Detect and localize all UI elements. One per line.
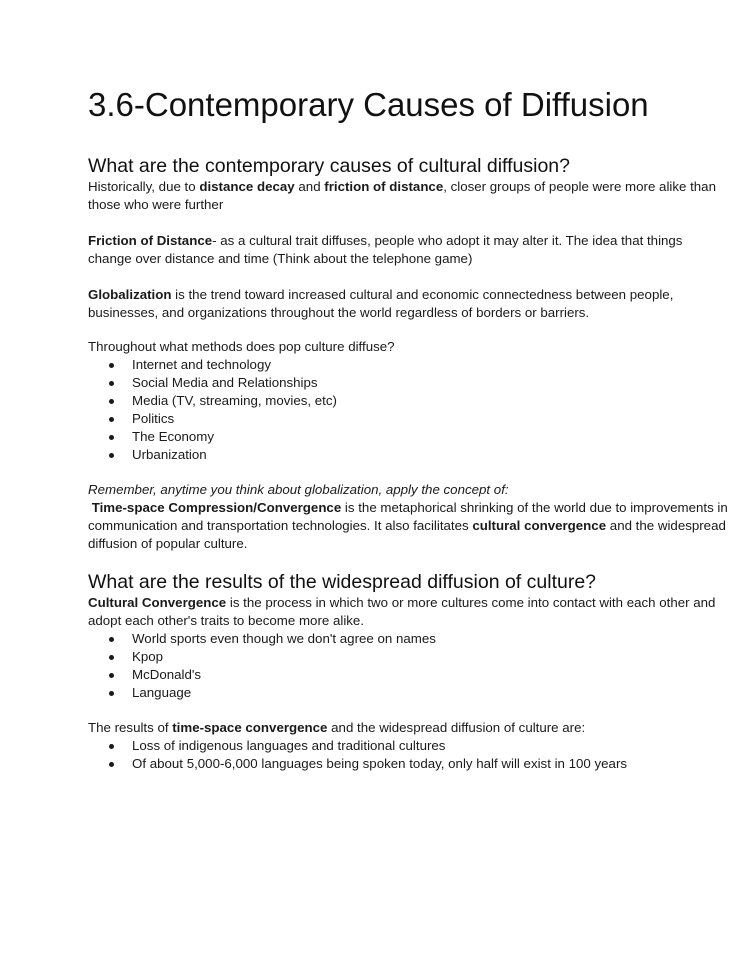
paragraph-globalization (88, 286, 728, 322)
list-item: Of about 5,000-6,000 languages being spoken today, only half will exist in 100 years (88, 755, 627, 773)
list-item: McDonald's (88, 666, 436, 684)
text-run: , closer groups of people were more alike than those who were further (88, 179, 716, 212)
text-run: is the process in which two or more cultures come into contact with each other and adopt each other's traits to become more alike. (88, 595, 716, 628)
term-time-space-compression: Time-space Compression/Convergence (91, 500, 342, 515)
list-item: Kpop (88, 648, 436, 666)
text-run: Historically, due to (88, 179, 200, 194)
document-title: 3.6-Contemporary Causes of Diffusion (88, 86, 649, 123)
paragraph-historically (88, 178, 728, 214)
list-item: Internet and technology (88, 356, 337, 374)
examples-list (88, 630, 436, 702)
list-item: Language (88, 684, 436, 702)
section-heading-causes: What are the contemporary causes of cultural diffusion? (88, 155, 570, 177)
methods-intro: Throughout what methods does pop culture diffuse? (88, 339, 395, 354)
list-item: Loss of indigenous languages and traditional cultures (88, 737, 627, 755)
results-list (88, 737, 627, 773)
term-globalization: Globalization (88, 287, 172, 302)
text-run: - as a cultural trait diffuses, people who adopt it may alter it. The idea that things change over distance and time (Think about the telephone game) (88, 233, 683, 266)
term-friction-of-distance: friction of distance (324, 179, 444, 194)
paragraph-time-space-compression (88, 499, 728, 553)
list-item: Social Media and Relationships (88, 374, 337, 392)
paragraph-friction-of-distance (88, 232, 728, 268)
section-heading-results: What are the results of the widespread diffusion of culture? (88, 571, 597, 593)
methods-list (88, 356, 337, 464)
term-cultural-convergence: cultural convergence (472, 518, 607, 533)
text-run: and the widespread diffusion of culture are: (327, 720, 586, 735)
list-item: Politics (88, 410, 337, 428)
text-run: The results of (88, 720, 173, 735)
term-friction-of-distance-def: Friction of Distance (88, 233, 213, 248)
text-run: and the widespread diffusion of popular culture. (88, 518, 726, 551)
list-item: Urbanization (88, 446, 337, 464)
list-item: World sports even though we don't agree on names (88, 630, 436, 648)
term-distance-decay: distance decay (199, 179, 295, 194)
term-time-space-convergence: time-space convergence (172, 720, 328, 735)
term-cultural-convergence-def: Cultural Convergence (88, 595, 227, 610)
paragraph-results-intro (88, 719, 728, 737)
remember-note: Remember, anytime you think about globalization, apply the concept of: (88, 482, 509, 497)
text-run: is the trend toward increased cultural and economic connectedness between people, businesses, and organizations throughout the world regardless of borders or barriers. (88, 287, 674, 320)
text-run: and (294, 179, 325, 194)
text-run: is the metaphorical shrinking of the world due to improvements in communication and transportation technologies. It also facilitates (88, 500, 728, 533)
list-item: Media (TV, streaming, movies, etc) (88, 392, 337, 410)
paragraph-cultural-convergence (88, 594, 728, 630)
list-item: The Economy (88, 428, 337, 446)
